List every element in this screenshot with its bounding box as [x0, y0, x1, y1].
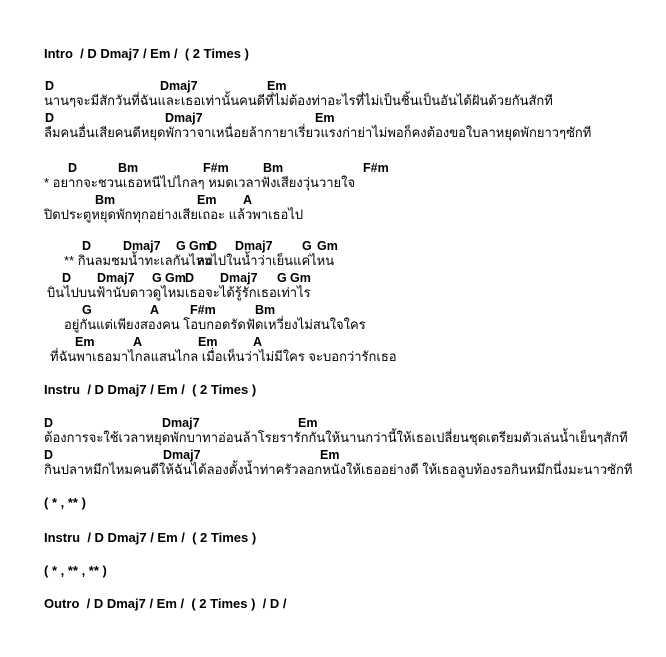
star2-lyric-2: [0, 285, 666, 301]
star2-chord-row-3: [0, 302, 666, 318]
lyric-text: บินไปบนฟ้านับดาวดูไหม: [47, 285, 185, 300]
chord-label: Em: [197, 193, 217, 207]
chord-label: Em: [198, 335, 218, 349]
star2-lyric-4: [0, 349, 666, 365]
chord-label: Dmaj7: [220, 271, 258, 285]
chord-label: Em: [267, 79, 287, 93]
chord-label: D: [208, 239, 218, 253]
chord-label: Dmaj7: [163, 448, 201, 462]
chord-label: D: [68, 161, 78, 175]
chord-label: A: [150, 303, 160, 317]
repeat-marker-2: ( * , ** , ** ): [44, 563, 107, 578]
lyric-text: * อยากจะชวนเธอหนีไปไกลๆ หมดเวลาฟังเสียงวุ่นวายใจ: [44, 175, 356, 190]
lyric-text: ต้องการจะใช้เวลาหยุดพักบาทาอ่อนล้าโรยรารักกันให้นานกว่านี้ให้เธอเปลี่ยนชุดเตรียมตัวเล่นน้ำเย็นๆสักที: [44, 430, 628, 445]
repeat-marker-1: ( * , ** ): [44, 495, 86, 510]
chord-label: A: [253, 335, 263, 349]
chord-label: Dmaj7: [160, 79, 198, 93]
star1-chord-row-2: [0, 192, 666, 208]
section-header-instru-2: Instru / D Dmaj7 / Em / ( 2 Times ): [44, 530, 257, 545]
lyric-text: อยู่กันแต่เพียงสองคน โอบกอดรัดฟัดเหวี่ยงไม่สนใจใคร: [64, 317, 366, 332]
chord-label: Dmaj7: [123, 239, 161, 253]
star2-chord-row-2: [0, 270, 666, 286]
verse1-chord-row-1: [0, 78, 666, 94]
chord-label: G: [152, 271, 162, 285]
star1-lyric-2: [0, 207, 666, 223]
verse2-lyric-1: [0, 430, 666, 446]
chord-label: Em: [75, 335, 95, 349]
chord-label: D: [45, 79, 55, 93]
chord-label: D: [62, 271, 72, 285]
chord-label: D: [44, 416, 54, 430]
lyric-text: ** กินลมชมน้ำทะเลกันไหม: [64, 253, 213, 268]
chord-label: Em: [298, 416, 318, 430]
chord-label: F#m: [203, 161, 229, 175]
chord-label: G: [82, 303, 92, 317]
chord-label: Dmaj7: [162, 416, 200, 430]
lyric-text: ปิดประตูหยุดพักทุกอย่างเสียเถอะ แล้วพาเธอไป: [44, 207, 304, 222]
chord-label: Em: [320, 448, 340, 462]
lyric-text: เธอจะได้รู้รักเธอเท่าไร: [185, 285, 311, 300]
chord-label: Em: [315, 111, 335, 125]
chord-label: Gm: [165, 271, 186, 285]
verse1-lyric-2: [0, 125, 666, 141]
verse2-chord-row-2: [0, 447, 666, 463]
star1-lyric-1: [0, 175, 666, 191]
chord-label: Bm: [95, 193, 116, 207]
lyric-text: ที่ฉันพาเธอมาไกลแสนไกล เมื่อเห็นว่าไม่มีใคร จะบอกว่ารักเธอ: [50, 349, 397, 364]
section-header-outro: Outro / D Dmaj7 / Em / ( 2 Times ) / D /: [44, 596, 287, 611]
chord-label: Gm: [290, 271, 311, 285]
chord-label: Bm: [255, 303, 276, 317]
lyric-text: กินปลาหมึกไหมคนดีให้ฉันได้ลองตั้งน้ำท่าครัวลอกหนังให้เธออย่างดี ให้เธอลูบท้องรอกินหมึกนึ่งมะนาวซักที: [44, 462, 633, 477]
verse1-lyric-1: [0, 93, 666, 109]
chord-label: A: [133, 335, 143, 349]
chord-label: Bm: [118, 161, 139, 175]
chord-label: F#m: [363, 161, 389, 175]
chord-label: Dmaj7: [235, 239, 273, 253]
chord-label: G: [302, 239, 312, 253]
chord-label: A: [243, 193, 253, 207]
verse2-chord-row-1: [0, 415, 666, 431]
star2-lyric-3: [0, 317, 666, 333]
chord-label: G: [176, 239, 186, 253]
section-header-instru-1: Instru / D Dmaj7 / Em / ( 2 Times ): [44, 382, 257, 397]
star1-chord-row-1: [0, 160, 666, 176]
chord-label: D: [185, 271, 195, 285]
chord-label: D: [44, 448, 54, 462]
chord-label: F#m: [190, 303, 216, 317]
star2-chord-row-1: [0, 238, 666, 254]
verse1-chord-row-2: [0, 110, 666, 126]
star2-chord-row-4: [0, 334, 666, 350]
chord-label: G: [277, 271, 287, 285]
verse2-lyric-2: [0, 462, 666, 478]
chord-label: Gm: [189, 239, 210, 253]
lyric-text: ลืมคนอื่นเสียคนดีหยุดพักวาจาเหนื่อยล้ากายาเรี่ยวแรงก่าย่าไม่พอก็คงต้องขอใบลาหยุดพักยาวๆซักที: [44, 125, 592, 140]
chord-label: D: [82, 239, 92, 253]
chord-label: Gm: [317, 239, 338, 253]
chord-label: Dmaj7: [97, 271, 135, 285]
lyric-text: ลงไปในน้ำว่าเย็นแค่ไหน: [197, 253, 335, 268]
chord-label: D: [45, 111, 55, 125]
chord-label: Dmaj7: [165, 111, 203, 125]
star2-lyric-1: [0, 253, 666, 269]
section-header-intro: Intro / D Dmaj7 / Em / ( 2 Times ): [44, 46, 249, 61]
lyric-text: นานๆจะมีสักวันที่ฉันและเธอเท่านั้นคนดีที่ไม่ต้องท่าอะไรที่ไม่เป็นชิ้นเป็นอันได้ฝันด้วยกันสักที: [44, 93, 553, 108]
chord-label: Bm: [263, 161, 284, 175]
